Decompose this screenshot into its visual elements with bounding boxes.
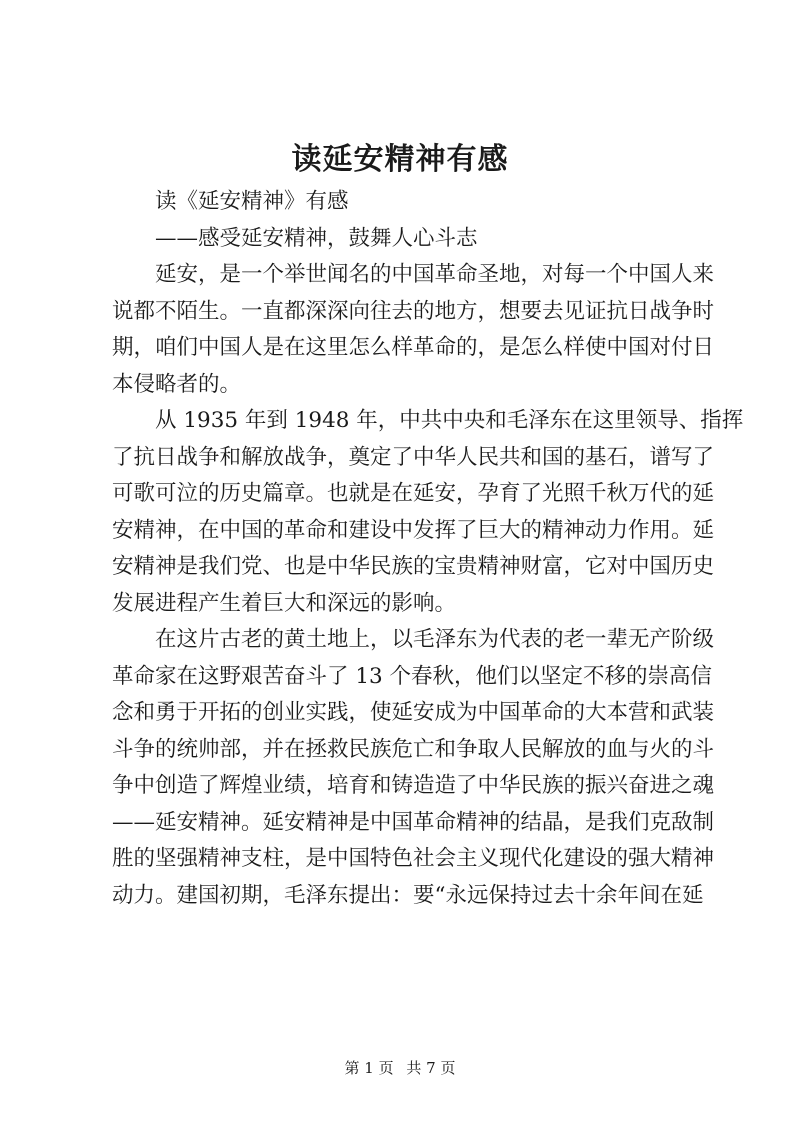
subtitle-line — [112, 184, 702, 221]
page-number: 第 1 页 — [344, 1059, 394, 1077]
text-line: 说都不陌生。一直都深深向往去的地方，想要去见证抗日战争时 — [112, 298, 715, 324]
page-total: 共 7 页 — [406, 1059, 456, 1077]
text-line: 可歌可泣的历史篇章。也就是在延安，孕育了光照千秋万代的延 — [112, 481, 715, 506]
text-line: 斗争的统帅部，并在拯救民族危亡和争取人民解放的血与火的斗 — [112, 736, 715, 762]
subheading-line — [112, 221, 702, 258]
text-line: 从 1935 年到 1948 年，中共中央和毛泽东在这里领导、指挥 — [155, 408, 744, 433]
text-line: ——感受延安精神，鼓舞人心斗志 — [155, 225, 478, 251]
paragraph — [112, 403, 744, 622]
paragraph — [112, 257, 715, 403]
text-line: 期，咱们中国人是在这里怎么样革命的，是怎么样使中国对付日 — [112, 335, 715, 360]
text-line: 念和勇于开拓的创业实践，使延安成为中国革命的大本营和武装 — [112, 700, 715, 725]
text-line: 延安，是一个举世闻名的中国革命圣地，对每一个中国人来 — [155, 262, 715, 287]
text-line: 胜的坚强精神支柱，是中国特色社会主义现代化建设的强大精神 — [112, 846, 715, 871]
text-line: 革命家在这野艰苦奋斗了 13 个春秋，他们以坚定不移的崇高信 — [112, 663, 713, 689]
text-line: 读《延安精神》有感 — [155, 189, 349, 214]
page-footer — [0, 1058, 800, 1078]
text-line: 安精神是我们党、也是中华民族的宝贵精神财富，它对中国历史 — [112, 554, 715, 579]
text-line: ——延安精神。延安精神是中国革命精神的结晶，是我们克敌制 — [112, 809, 715, 835]
text-line: 发展进程产生着巨大和深远的影响。 — [112, 590, 457, 616]
text-line: 了抗日战争和解放战争，奠定了中华人民共和国的基石，谱写了 — [112, 444, 715, 470]
text-line: 动力。建国初期，毛泽东提出：要“永远保持过去十余年间在延 — [112, 882, 704, 908]
text-line: 本侵略者的。 — [112, 371, 242, 397]
document-title: 读延安精神有感 — [291, 142, 509, 177]
paragraph — [112, 622, 715, 914]
document-body — [112, 184, 744, 914]
text-line: 安精神，在中国的革命和建设中发挥了巨大的精神动力作用。延 — [112, 517, 715, 543]
text-line: 争中创造了辉煌业绩，培育和铸造造了中华民族的振兴奋进之魂 — [112, 773, 715, 798]
text-line: 在这片古老的黄土地上，以毛泽东为代表的老一辈无产阶级 — [155, 627, 715, 652]
